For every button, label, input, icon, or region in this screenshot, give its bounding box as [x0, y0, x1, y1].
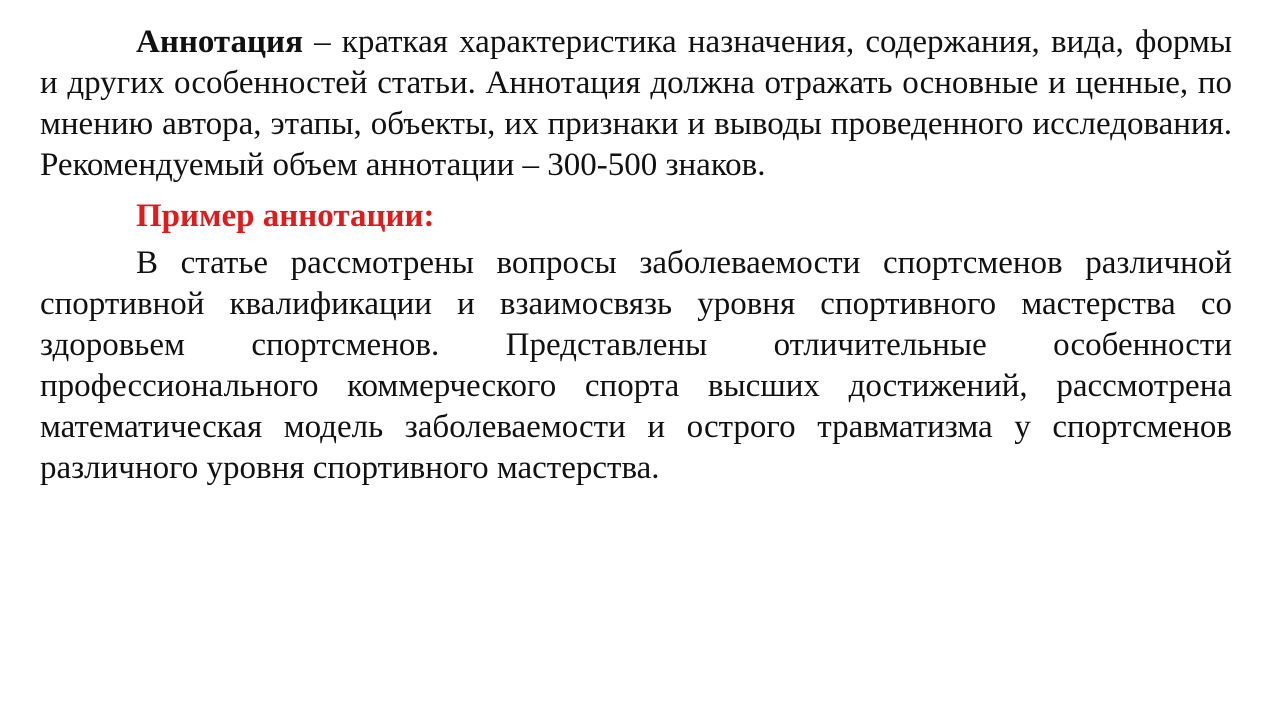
example-heading: Пример аннотации: — [136, 198, 435, 234]
definition-text: – краткая характеристика назначения, содержания, вида, формы и других особенностей статьи. Аннотация должна отражать основные и ценные, по мнению автора, этапы, объекты, их признаки и выводы проведенного исследования. Рекомендуемый объем аннотации – 300-500 знаков. — [40, 24, 1232, 183]
slide-content — [40, 22, 1232, 489]
definition-term: Аннотация — [136, 24, 303, 60]
example-paragraph: В статье рассмотрены вопросы заболеваемости спортсменов различной спортивной квалификации и взаимосвязь уровня спортивного мастерства со здоровьем спортсменов. Представлены отличительные особенности профессионального коммерческого спорта высших достижений, рассмотрена математическая модель заболеваемости и острого травматизма у спортсменов различного уровня спортивного мастерства. — [40, 245, 1232, 486]
definition-paragraph — [40, 22, 1232, 186]
